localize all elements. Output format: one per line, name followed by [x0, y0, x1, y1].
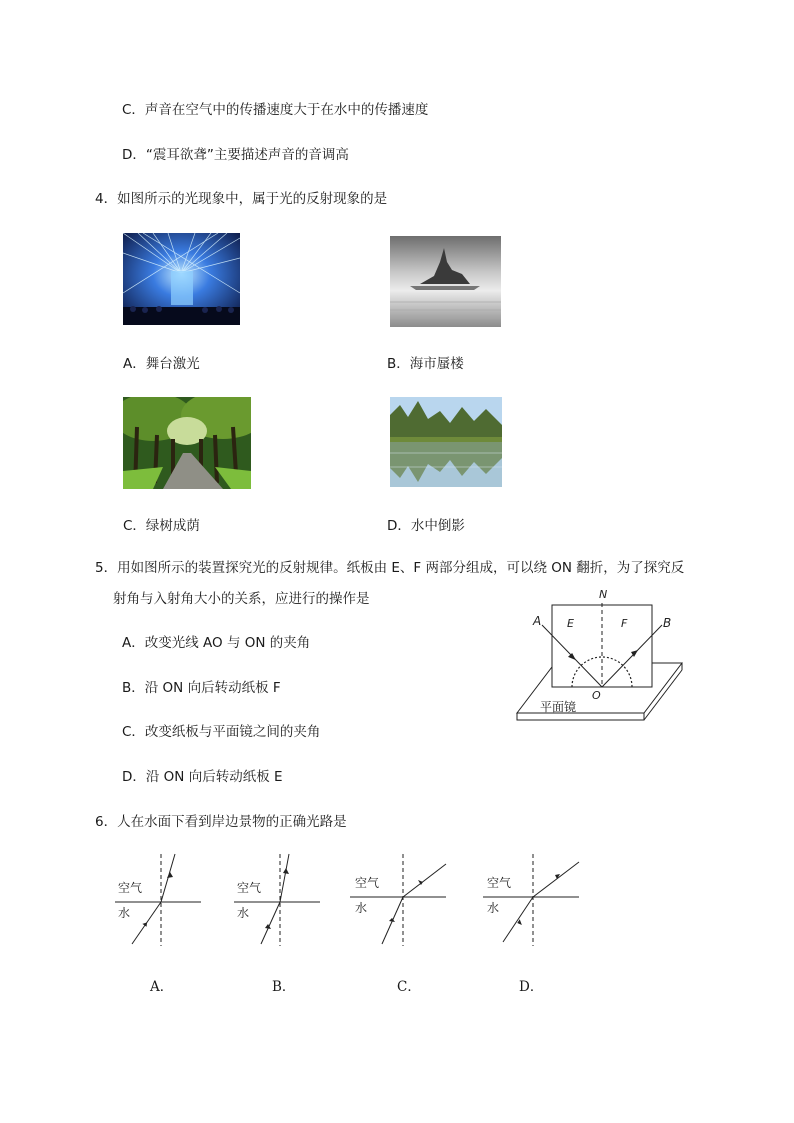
q5-option-a: A．改变光线 AO 与 ON 的夹角: [122, 635, 311, 651]
mirror-label: 平面镜: [540, 700, 577, 714]
tree-shade-photo: [123, 397, 251, 489]
q5-option-b: B．沿 ON 向后转动纸板 F: [122, 680, 281, 696]
q6-diagram-d: [483, 852, 583, 947]
q3-option-c: C．声音在空气中的传播速度大于在水中的传播速度: [122, 102, 429, 118]
water-label: 水: [487, 901, 500, 915]
q4-option-d: D．水中倒影: [387, 518, 465, 534]
q5-stem-line1: 5．用如图所示的装置探究光的反射规律。纸板由 E、F 两部分组成，可以绕 ON 翻折，为了探究反: [95, 560, 685, 576]
q4-option-b: B．海市蜃楼: [387, 356, 464, 372]
mirage-photo: [390, 236, 501, 327]
stage-laser-photo: [123, 233, 240, 325]
q6-diagram-b: [234, 852, 324, 947]
label-a: A: [533, 614, 542, 628]
label-f: F: [621, 617, 628, 630]
water-label: 水: [118, 906, 131, 920]
q5-option-d: D．沿 ON 向后转动纸板 E: [122, 769, 283, 785]
label-e: E: [567, 617, 574, 630]
label-o: O: [592, 689, 601, 702]
water-label: 水: [355, 901, 368, 915]
label-n: N: [599, 588, 608, 601]
water-label: 水: [237, 906, 250, 920]
air-label: 空气: [237, 881, 262, 895]
air-label: 空气: [487, 876, 512, 890]
q4-option-a: A．舞台激光: [123, 356, 200, 372]
q6-option-d: D．: [519, 979, 544, 995]
q5-option-c: C．改变纸板与平面镜之间的夹角: [122, 724, 321, 740]
q4-option-c: C．绿树成荫: [123, 518, 200, 534]
q6-diagram-c: [350, 852, 450, 947]
q6-diagram-a: [115, 852, 205, 947]
air-label: 空气: [118, 881, 143, 895]
air-label: 空气: [355, 876, 380, 890]
q6-stem: 6．人在水面下看到岸边景物的正确光路是: [95, 814, 347, 830]
q4-stem: 4．如图所示的光现象中，属于光的反射现象的是: [95, 191, 388, 207]
reflection-apparatus-diagram: [510, 585, 690, 730]
q6-option-b: B．: [272, 979, 296, 995]
q6-option-a: A．: [150, 979, 174, 995]
q6-option-c: C．: [397, 979, 421, 995]
label-b: B: [663, 616, 672, 630]
water-reflection-photo: [390, 397, 502, 487]
q3-option-d: D．“震耳欲聋”主要描述声音的音调高: [122, 147, 349, 163]
q5-stem-line2: 射角与入射角大小的关系，应进行的操作是: [113, 591, 370, 607]
